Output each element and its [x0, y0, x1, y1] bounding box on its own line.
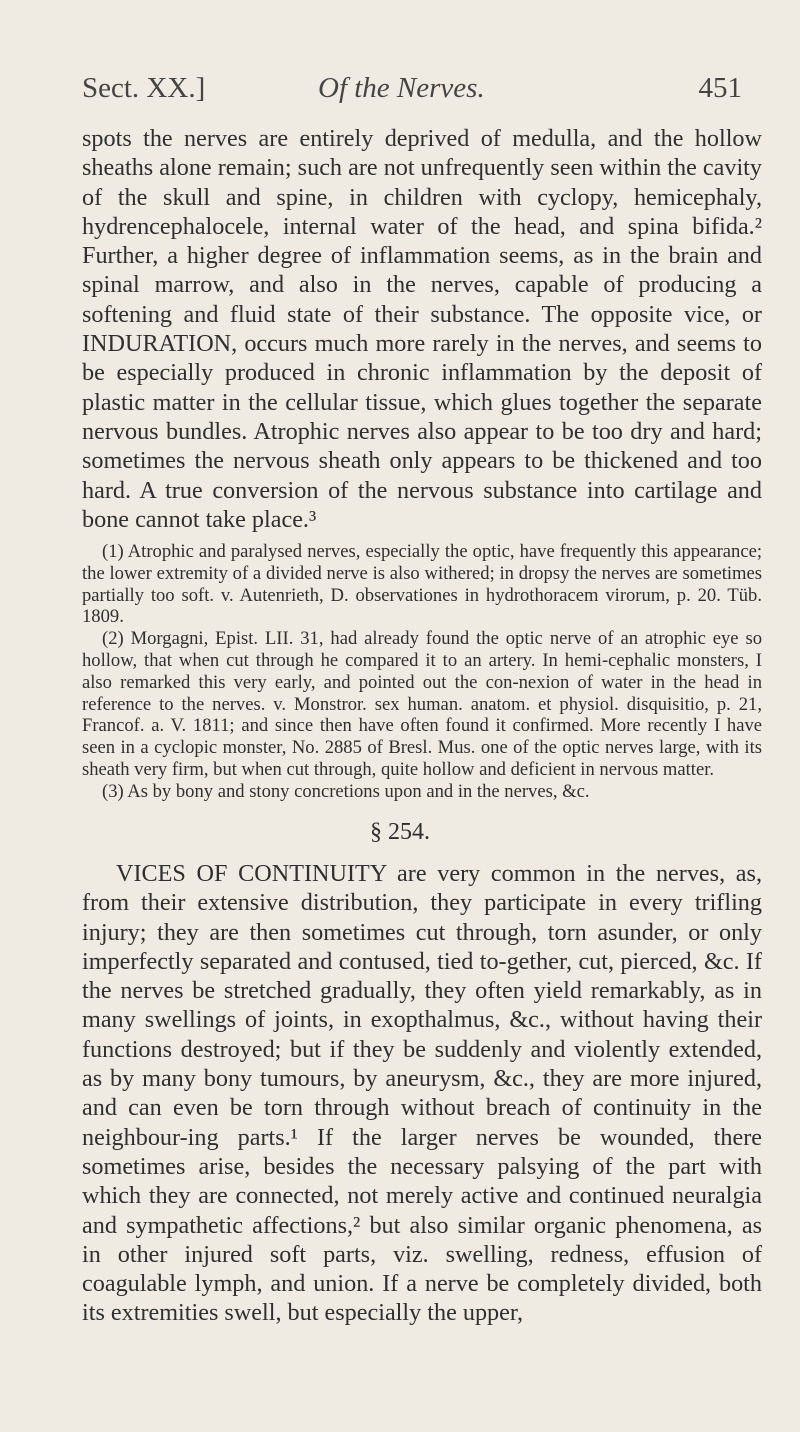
paragraph: VICES OF CONTINUITY are very common in the nerves, as, from their extensive distribution, they participate in every trifling injury; they are then sometimes cut through, torn asunder, or only imperfectly separated and contused, tied to-gether, cut, pierced, &c. If the nerves be stretched gradually, they often yield remarkably, as in many swellings of joints, in exopthalmus, &c., without having their functions destroyed; but if they be suddenly and violently extended, as by many bony tumours, by aneurysm, &c., they are more injured, and can even be torn through without breach of continuity in the neighbour-ing parts.¹ If the larger nerves be wounded, there sometimes arise, besides the necessary palsying of the part with which they are connected, not merely active and continued neuralgia and sympathetic affections,² but also similar organic phenomena, as in other injured soft parts, viz. swelling, redness, effusion of coagulable lymph, and union. If a nerve be completely divided, both its extremities swell, but especially the upper,: [82, 860, 762, 1327]
running-header: [82, 72, 742, 112]
footnote-3: (3) As by bony and stony concretions upon and in the nerves, &c.: [102, 780, 590, 802]
paragraph: spots the nerves are entirely deprived of medulla, and the hollow sheaths alone remain; such are not unfrequently seen within the cavity of the skull and spine, in children with cyclopy, hemicephaly, hydrencephalocele, internal water of the head, and spina bifida.² Further, a higher degree of inflammation seems, as in the brain and spinal marrow, and also in the nerves, capable of producing a softening and fluid state of their substance. The opposite vice, or INDURATION, occurs much more rarely in the nerves, and seems to be especially produced in chronic inflammation by the deposit of plastic matter in the cellular tissue, which glues together the separate nervous bundles. Atrophic nerves also appear to be too dry and hard; sometimes the nervous sheath only appears to be thickened and too hard. A true conversion of the nervous substance into cartilage and bone cannot take place.³: [82, 125, 762, 533]
section-heading: § 254.: [370, 819, 430, 845]
page-number: 451: [698, 72, 742, 104]
main-text-block-1: [82, 124, 762, 534]
chapter-title: Of the Nerves.: [318, 72, 485, 104]
section-label: Sect. XX.]: [82, 72, 206, 104]
footnote-2: (2) Morgagni, Epist. LII. 31, had already found the optic nerve of an atrophic eye so hollow, that when cut through he compared it to an artery. In hemi-cephalic monsters, I also remarked this very early, and pointed out the con-nexion of water in the head in reference to the nerves. v. Monstror. sex human. anatom. et physiol. disquisitio, p. 21, Francof. a. V. 1811; and since then have often found it confirmed. More recently I have seen in a cyclopic monster, No. 2885 of Bresl. Mus. one of the optic nerves large, with its sheath very firm, but when cut through, quite hollow and deficient in nervous matter.: [82, 628, 762, 780]
footnote-1: (1) Atrophic and paralysed nerves, especially the optic, have frequently this appearance; the lower extremity of a divided nerve is also withered; in dropsy the nerves are sometimes partially too soft. v. Autenrieth, D. observationes in hydrothoracem virorum, p. 20. Tüb. 1809.: [82, 541, 762, 628]
main-text-block-2: [82, 859, 762, 1328]
footnotes: [82, 541, 762, 803]
